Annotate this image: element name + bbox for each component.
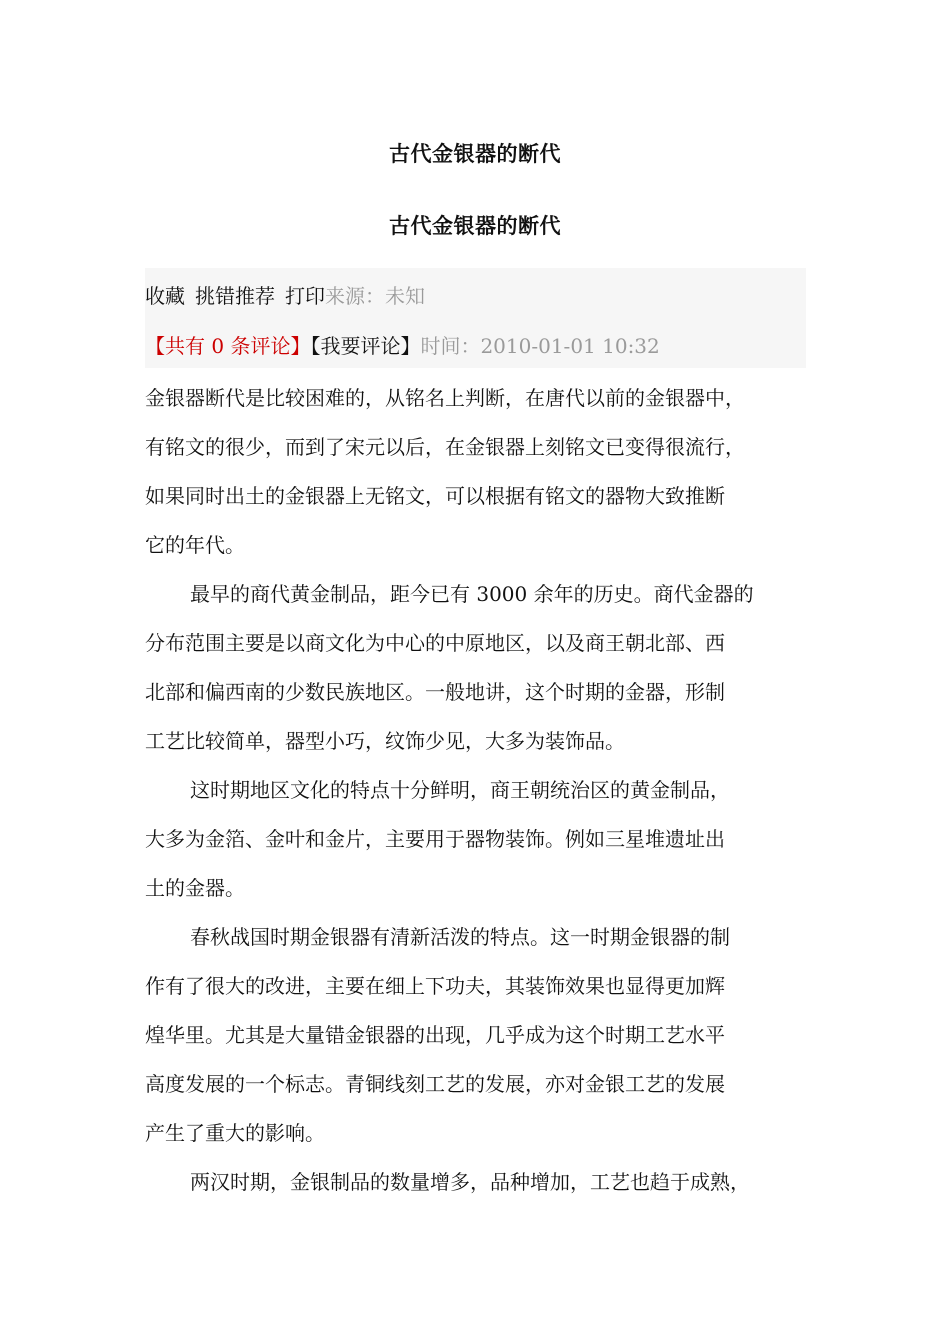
text-line: 它的年代。	[145, 533, 245, 557]
comments-count-link[interactable]: 【共有 0 条评论】	[145, 334, 311, 358]
text-line: 产生了重大的影响。	[145, 1121, 325, 1145]
paragraph	[145, 913, 825, 1158]
paragraph	[145, 766, 825, 913]
article-comments-row	[145, 330, 660, 359]
write-comment-link[interactable]: 【我要评论】	[310, 334, 421, 358]
text-line: 有铭文的很少，而到了宋元以后，在金银器上刻铭文已变得很流行，	[145, 435, 745, 459]
text-line: 作有了很大的改进，主要在细上下功夫，其装饰效果也显得更加辉	[145, 974, 725, 998]
paragraph	[145, 570, 825, 766]
text-line: 土的金器。	[145, 876, 245, 900]
article-body	[145, 374, 825, 1207]
favorite-link[interactable]: 收藏	[145, 284, 185, 308]
text-line: 这时期地区文化的特点十分鲜明，商王朝统治区的黄金制品，	[190, 778, 730, 802]
publish-time: 时间：2010-01-01 10:32	[420, 334, 660, 358]
paragraph	[145, 374, 825, 570]
text-line: 两汉时期，金银制品的数量增多，品种增加，工艺也趋于成熟，	[190, 1170, 750, 1194]
document-title: 古代金银器的断代	[389, 141, 561, 166]
text-line: 高度发展的一个标志。青铜线刻工艺的发展，亦对金银工艺的发展	[145, 1072, 725, 1096]
text-line: 最早的商代黄金制品，距今已有 3000 余年的历史。商代金器的	[190, 582, 754, 606]
text-line: 金银器断代是比较困难的，从铭名上判断，在唐代以前的金银器中，	[145, 386, 745, 410]
report-error-link[interactable]: 挑错推荐	[195, 284, 275, 308]
source-label: 来源：未知	[325, 284, 425, 308]
text-line: 北部和偏西南的少数民族地区。一般地讲，这个时期的金器，形制	[145, 680, 725, 704]
paragraph	[145, 1158, 825, 1207]
print-link[interactable]: 打印	[285, 284, 325, 308]
text-line: 如果同时出土的金银器上无铭文，可以根据有铭文的器物大致推断	[145, 484, 725, 508]
article-title: 古代金银器的断代	[389, 213, 561, 238]
text-line: 工艺比较简单，器型小巧，纹饰少见，大多为装饰品。	[145, 729, 625, 753]
article-actions-row	[145, 280, 425, 309]
article-meta-bar	[145, 268, 806, 368]
text-line: 大多为金箔、金叶和金片，主要用于器物装饰。例如三星堆遗址出	[145, 827, 725, 851]
text-line: 煌华里。尤其是大量错金银器的出现，几乎成为这个时期工艺水平	[145, 1023, 725, 1047]
text-line: 春秋战国时期金银器有清新活泼的特点。这一时期金银器的制	[190, 925, 730, 949]
text-line: 分布范围主要是以商文化为中心的中原地区，以及商王朝北部、西	[145, 631, 725, 655]
